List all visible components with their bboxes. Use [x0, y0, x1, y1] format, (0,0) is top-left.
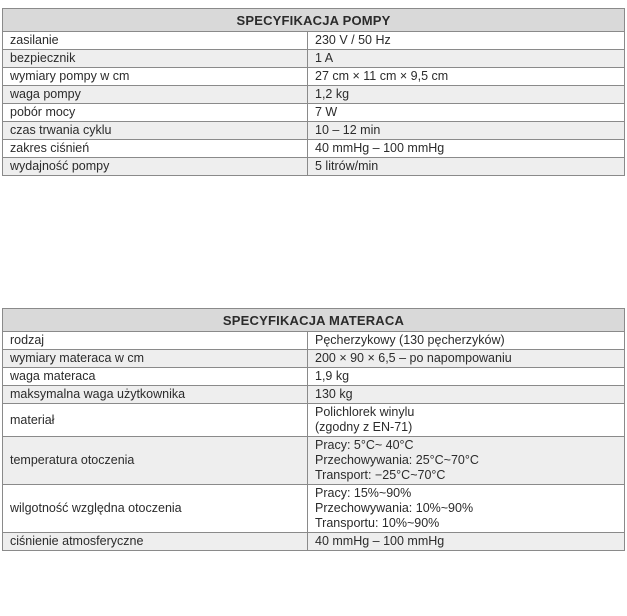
spec-value-line: 40 mmHg – 100 mmHg	[315, 534, 445, 548]
pump-table-body	[3, 32, 625, 176]
table-row	[3, 437, 625, 485]
table-row	[3, 350, 625, 368]
spec-value-line: 1 A	[315, 51, 334, 65]
spec-value	[308, 50, 625, 68]
spec-label: materiał	[3, 404, 308, 437]
spec-label: temperatura otoczenia	[3, 437, 308, 485]
table-row	[3, 485, 625, 533]
spec-value	[308, 86, 625, 104]
spec-value	[308, 140, 625, 158]
spec-value-line: Transport: −25°C~70°C	[315, 468, 446, 482]
spec-value	[308, 368, 625, 386]
table-row	[3, 158, 625, 176]
spec-value-line: 1,9 kg	[315, 369, 350, 383]
spec-value	[308, 404, 625, 437]
spec-value-line: 27 cm × 11 cm × 9,5 cm	[315, 69, 449, 83]
mattress-table-body	[3, 332, 625, 551]
spec-label: wymiary materaca w cm	[3, 350, 308, 368]
mattress-spec-table	[2, 308, 625, 551]
table-row	[3, 533, 625, 551]
pump-spec-table	[2, 8, 625, 176]
table-row	[3, 122, 625, 140]
spec-value	[308, 68, 625, 86]
spec-value-line: 1,2 kg	[315, 87, 350, 101]
spec-value	[308, 485, 625, 533]
spec-value	[308, 386, 625, 404]
table-row	[3, 32, 625, 50]
spec-value	[308, 350, 625, 368]
spec-value-line: 40 mmHg – 100 mmHg	[315, 141, 445, 155]
table-row	[3, 368, 625, 386]
table-row	[3, 386, 625, 404]
table-row	[3, 404, 625, 437]
spec-value-line: Przechowywania: 25°C~70°C	[315, 453, 479, 467]
spec-value	[308, 533, 625, 551]
spec-label: wymiary pompy w cm	[3, 68, 308, 86]
spec-label: zasilanie	[3, 32, 308, 50]
spec-label: bezpiecznik	[3, 50, 308, 68]
spec-label: wilgotność względna otoczenia	[3, 485, 308, 533]
spec-value-line: 7 W	[315, 105, 338, 119]
spec-label: czas trwania cyklu	[3, 122, 308, 140]
spec-value-line: Pracy: 5°C~ 40°C	[315, 438, 414, 452]
spec-label: waga materaca	[3, 368, 308, 386]
spec-value-line: 5 litrów/min	[315, 159, 379, 173]
pump-table-title: SPECYFIKACJA POMPY	[3, 9, 625, 32]
table-row	[3, 140, 625, 158]
spec-label: wydajność pompy	[3, 158, 308, 176]
spec-label: maksymalna waga użytkownika	[3, 386, 308, 404]
spec-value-line: Pracy: 15%~90%	[315, 486, 412, 500]
spec-value	[308, 437, 625, 485]
spec-value-line: Transportu: 10%~90%	[315, 516, 440, 530]
table-row	[3, 332, 625, 350]
spec-label: zakres ciśnień	[3, 140, 308, 158]
spec-label: ciśnienie atmosferyczne	[3, 533, 308, 551]
spec-label: waga pompy	[3, 86, 308, 104]
mattress-table-title: SPECYFIKACJA MATERACA	[3, 309, 625, 332]
spec-value-line: Przechowywania: 10%~90%	[315, 501, 474, 515]
spec-value	[308, 332, 625, 350]
table-row	[3, 50, 625, 68]
spec-value-line: 200 × 90 × 6,5 – po napompowaniu	[315, 351, 512, 365]
spec-value-line: 130 kg	[315, 387, 353, 401]
spec-value-line: Pęcherzykowy (130 pęcherzyków)	[315, 333, 505, 347]
table-row	[3, 86, 625, 104]
spec-label: rodzaj	[3, 332, 308, 350]
spec-value	[308, 158, 625, 176]
table-row	[3, 68, 625, 86]
spec-value	[308, 122, 625, 140]
spec-value	[308, 104, 625, 122]
spec-value-line: 10 – 12 min	[315, 123, 381, 137]
table-row	[3, 104, 625, 122]
spec-value-line: Polichlorek winylu	[315, 405, 415, 419]
spec-value-line: 230 V / 50 Hz	[315, 33, 391, 47]
spec-value	[308, 32, 625, 50]
spec-value-line: (zgodny z EN-71)	[315, 420, 413, 434]
spec-label: pobór mocy	[3, 104, 308, 122]
